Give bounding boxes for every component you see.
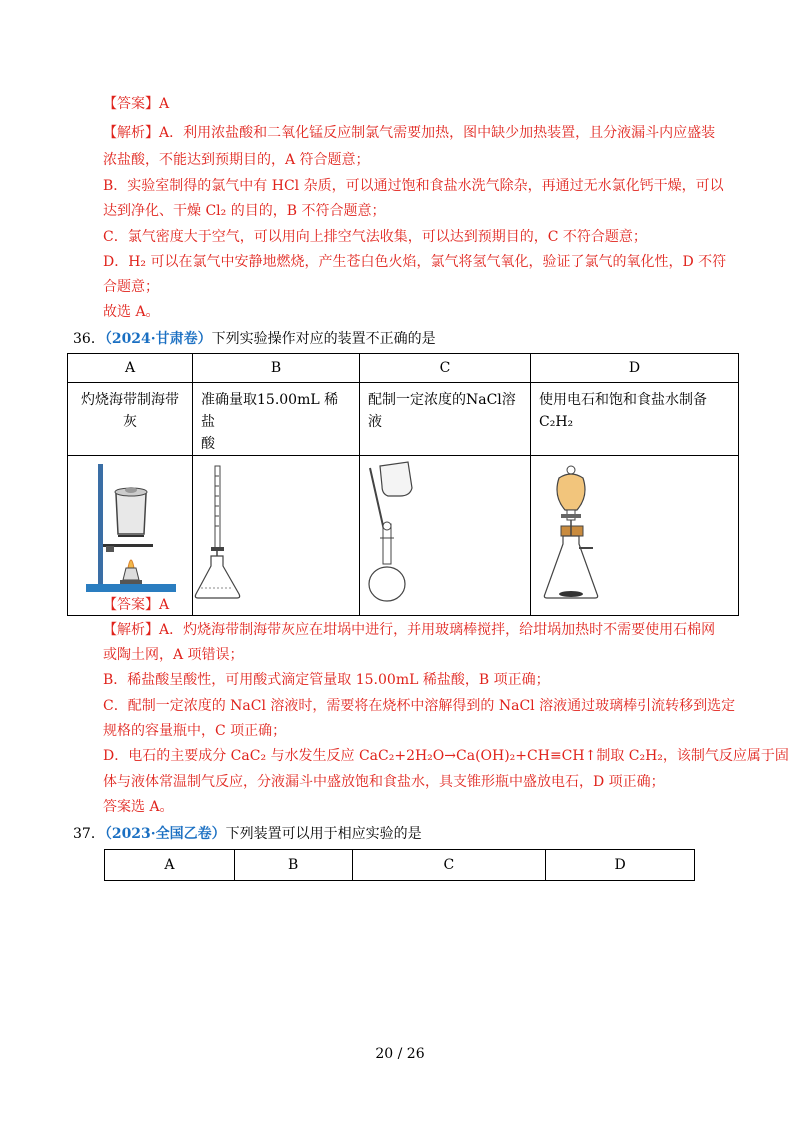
analysis-line: 答案选 A。 — [103, 799, 174, 815]
question-number: 37． — [73, 826, 105, 842]
analysis-line: 浓盐酸，不能达到预期目的，A 符合题意； — [103, 152, 370, 168]
page-number: 20 / 26 — [375, 1046, 425, 1062]
option-a-image — [68, 456, 193, 616]
table-header: D — [531, 354, 739, 383]
option-c-image — [360, 456, 531, 616]
question-36 — [73, 330, 436, 348]
options-table-36 — [67, 353, 739, 616]
option-b-desc: 准确量取15.00mL 稀盐 酸 — [193, 383, 360, 456]
analysis-line: B．实验室制得的氯气中有 HCl 杂质，可以通过饱和食盐水洗气除杂，再通过无水氯化钙干燥，可以 — [103, 178, 724, 194]
analysis-line: C．配制一定浓度的 NaCl 溶液时，需要将在烧杯中溶解得到的 NaCl 溶液通过玻璃棒引流转移到选定 — [103, 698, 736, 714]
question-source: （2023·全国乙卷） — [104, 826, 226, 842]
separatory-funnel-flask-icon — [531, 456, 738, 611]
question-37 — [73, 825, 422, 843]
burette-flask-icon — [193, 456, 359, 611]
options-table-37 — [104, 849, 695, 881]
answer-label: 【答案】A — [103, 96, 170, 112]
analysis-line: D．H₂ 可以在氯气中安静地燃烧，产生苍白色火焰，氯气将氢气氧化，验证了氯气的氧化性，D 不符 — [103, 254, 727, 270]
analysis-line: 规格的容量瓶中，C 项正确； — [103, 723, 287, 739]
analysis-line: 故选 A。 — [103, 304, 160, 320]
crucible-on-stand-icon — [68, 456, 192, 611]
option-d-image — [531, 456, 739, 616]
analysis-line: C．氯气密度大于空气，可以用向上排空气法收集，可以达到预期目的，C 不符合题意； — [103, 229, 647, 245]
analysis-line: 【解析】A．利用浓盐酸和二氧化锰反应制氯气需要加热，图中缺少加热装置，且分液漏斗内应盛装 — [103, 125, 716, 141]
analysis-line: D．电石的主要成分 CaC₂ 与水发生反应 CaC₂+2H₂O→Ca(OH)₂+CH≡CH↑制取 C₂H₂，该制气反应属于固 — [103, 748, 789, 764]
option-c-desc: 配制一定浓度的NaCl溶 液 — [360, 383, 531, 456]
table-header: C — [360, 354, 531, 383]
analysis-line: B．稀盐酸呈酸性，可用酸式滴定管量取 15.00mL 稀盐酸，B 项正确； — [103, 672, 550, 688]
question-stem: 下列实验操作对应的装置不正确的是 — [211, 331, 436, 347]
analysis-line: 【解析】A．灼烧海带制海带灰应在坩埚中进行，并用玻璃棒搅拌，给坩埚加热时不需要使用石棉网 — [103, 622, 716, 638]
answer-label: 【答案】A — [103, 597, 170, 613]
question-source: （2024·甘肃卷） — [104, 331, 212, 347]
option-a-desc: 灼烧海带制海带 灰 — [68, 383, 193, 456]
question-number: 36． — [73, 331, 105, 347]
table-header: B — [193, 354, 360, 383]
volumetric-flask-icon — [360, 456, 530, 611]
option-b-image — [193, 456, 360, 616]
table-header: A — [68, 354, 193, 383]
question-stem: 下列装置可以用于相应实验的是 — [225, 826, 422, 842]
analysis-line: 或陶土网，A 项错误； — [103, 647, 244, 663]
table-header: A — [105, 850, 235, 881]
table-header: D — [546, 850, 695, 881]
analysis-line: 达到净化、干燥 Cl₂ 的目的，B 不符合题意； — [103, 203, 386, 219]
analysis-line: 合题意； — [103, 279, 159, 295]
option-d-desc: 使用电石和饱和食盐水制备 C₂H₂ — [531, 383, 739, 456]
table-header: B — [234, 850, 352, 881]
table-header: C — [352, 850, 546, 881]
analysis-line: 体与液体常温制气反应，分液漏斗中盛放饱和食盐水，具支锥形瓶中盛放电石，D 项正确； — [103, 774, 665, 790]
